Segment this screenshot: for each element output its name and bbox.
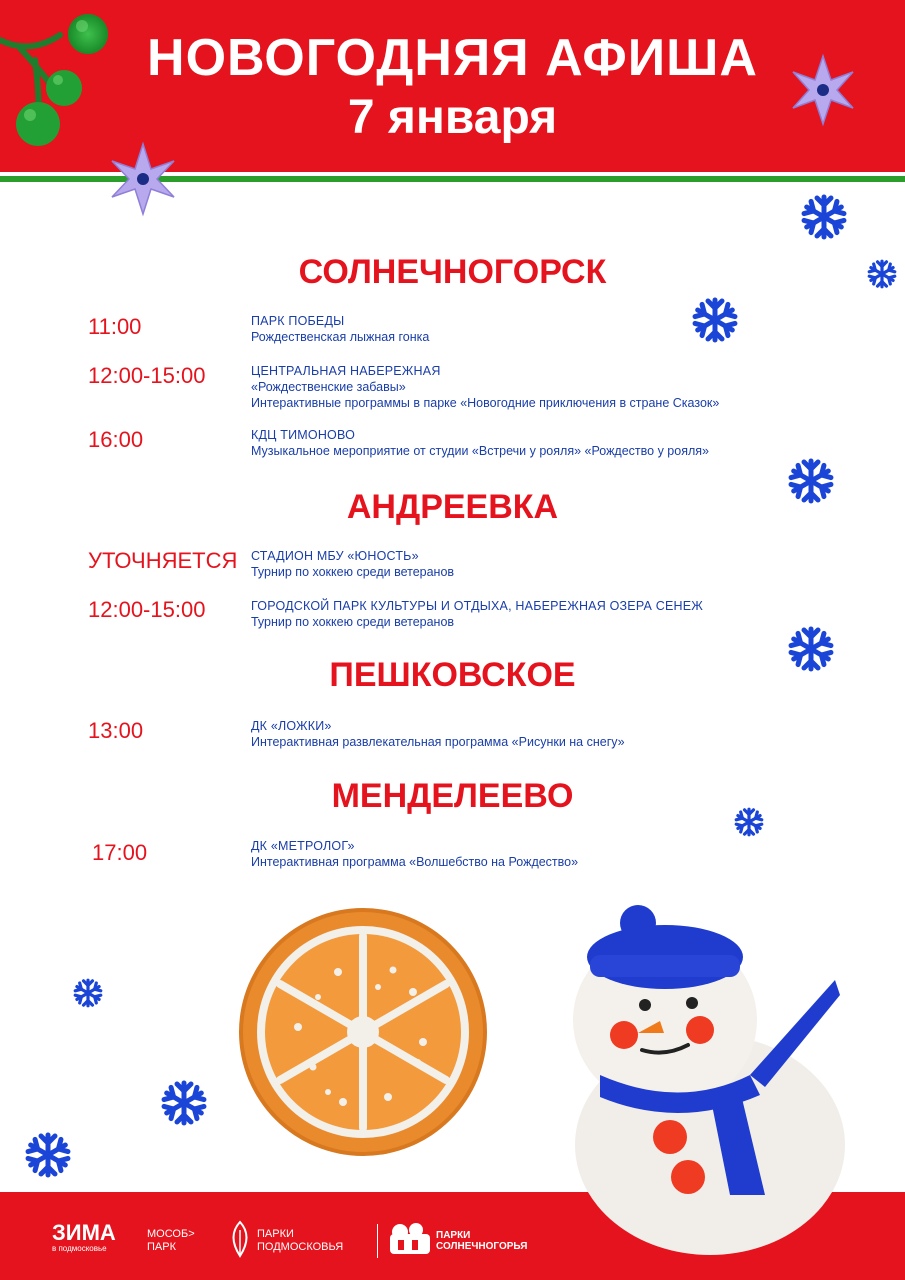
event-venue: ГОРОДСКОЙ ПАРК КУЛЬТУРЫ И ОТДЫХА, НАБЕРЕЖНАЯ ОЗЕРА СЕНЕЖ xyxy=(251,599,704,613)
snowflake-icon xyxy=(733,806,765,838)
parki-podmoskovya-line1: ПАРКИ xyxy=(257,1228,294,1240)
mosoblpark-logo-line2: ПАРК xyxy=(147,1241,176,1253)
event-time: 12:00-15:00 xyxy=(88,363,206,388)
section-title-andreevka: АНДРЕЕВКА xyxy=(346,488,559,526)
event-description: Турнир по хоккею среди ветеранов xyxy=(251,565,455,579)
event-time: 12:00-15:00 xyxy=(88,597,206,622)
parki-podmoskovya-line2: ПОДМОСКОВЬЯ xyxy=(257,1241,344,1253)
event-time: 16:00 xyxy=(88,427,144,452)
event-venue: ЦЕНТРАЛЬНАЯ НАБЕРЕЖНАЯ xyxy=(251,364,441,378)
zima-logo-title: ЗИМА xyxy=(52,1220,116,1245)
park-icon xyxy=(388,1222,432,1256)
section-title-mendeleevo: МЕНДЕЛЕЕВО xyxy=(331,777,574,815)
parki-solnechnogorya-line1: ПАРКИ xyxy=(436,1230,471,1241)
page-title: НОВОГОДНЯЯ АФИША xyxy=(147,29,758,87)
event-description: Рождественская лыжная гонка xyxy=(251,330,430,344)
event-description: Музыкальное мероприятие от студии «Встречи у рояля» «Рождество у рояля» xyxy=(251,444,709,458)
snowflake-icon xyxy=(23,1130,73,1180)
event-details xyxy=(251,718,625,750)
event-venue: ПАРК ПОБЕДЫ xyxy=(251,314,345,328)
zima-logo xyxy=(52,1222,116,1254)
event-description: Интерактивные программы в парке «Новогодние приключения в стране Сказок» xyxy=(251,396,720,410)
event-description: Интерактивная развлекательная программа «Рисунки на снегу» xyxy=(251,735,625,749)
event-time: УТОЧНЯЕТСЯ xyxy=(88,548,238,573)
snowflake-icon xyxy=(786,624,836,674)
mosoblpark-logo-line1: МОСОБ> xyxy=(147,1228,195,1240)
event-time: 17:00 xyxy=(92,840,148,865)
parki-solnechnogorya-logo xyxy=(436,1230,527,1252)
leaf-icon xyxy=(227,1220,253,1258)
section-title-solnechnogorsk: СОЛНЕЧНОГОРСК xyxy=(298,253,607,291)
snowflake-icon xyxy=(72,977,104,1009)
star-icon xyxy=(104,140,182,218)
event-venue: СТАДИОН МБУ «ЮНОСТЬ» xyxy=(251,549,419,563)
section-title-peshkovskoe: ПЕШКОВСКОЕ xyxy=(329,656,576,694)
event-time: 11:00 xyxy=(88,314,142,339)
event-details xyxy=(251,838,578,870)
event-details xyxy=(251,548,454,580)
snowflake-icon xyxy=(799,192,849,242)
event-details xyxy=(251,427,709,459)
event-venue: КДЦ ТИМОНОВО xyxy=(251,428,356,442)
event-details xyxy=(251,598,703,630)
snowman-body-icon xyxy=(560,1192,860,1280)
event-description: Интерактивная программа «Волшебство на Рождество» xyxy=(251,855,579,869)
parki-podmoskovya-logo xyxy=(257,1228,343,1254)
event-description: «Рождественские забавы» xyxy=(251,380,406,394)
event-time: 13:00 xyxy=(88,718,144,743)
zima-logo-subtitle: в подмосковье xyxy=(52,1244,107,1253)
snowflake-icon xyxy=(786,456,836,506)
snowman-icon xyxy=(560,905,860,1195)
star-icon xyxy=(785,52,861,128)
parki-solnechnogorya-line2: СОЛНЕЧНОГОРЬЯ xyxy=(436,1241,528,1252)
mosoblpark-logo xyxy=(147,1228,195,1254)
event-venue: ДК «ЛОЖКИ» xyxy=(251,719,332,733)
event-date: 7 января xyxy=(347,91,558,144)
footer-divider xyxy=(377,1224,378,1258)
event-venue: ДК «МЕТРОЛОГ» xyxy=(251,839,355,853)
event-details xyxy=(251,313,429,345)
orange-cookie-icon xyxy=(236,905,490,1159)
snowflake-icon xyxy=(866,258,898,290)
snowflake-icon xyxy=(690,295,740,345)
event-description: Турнир по хоккею среди ветеранов xyxy=(251,615,455,629)
snowflake-icon xyxy=(159,1078,209,1128)
event-details xyxy=(251,363,719,411)
